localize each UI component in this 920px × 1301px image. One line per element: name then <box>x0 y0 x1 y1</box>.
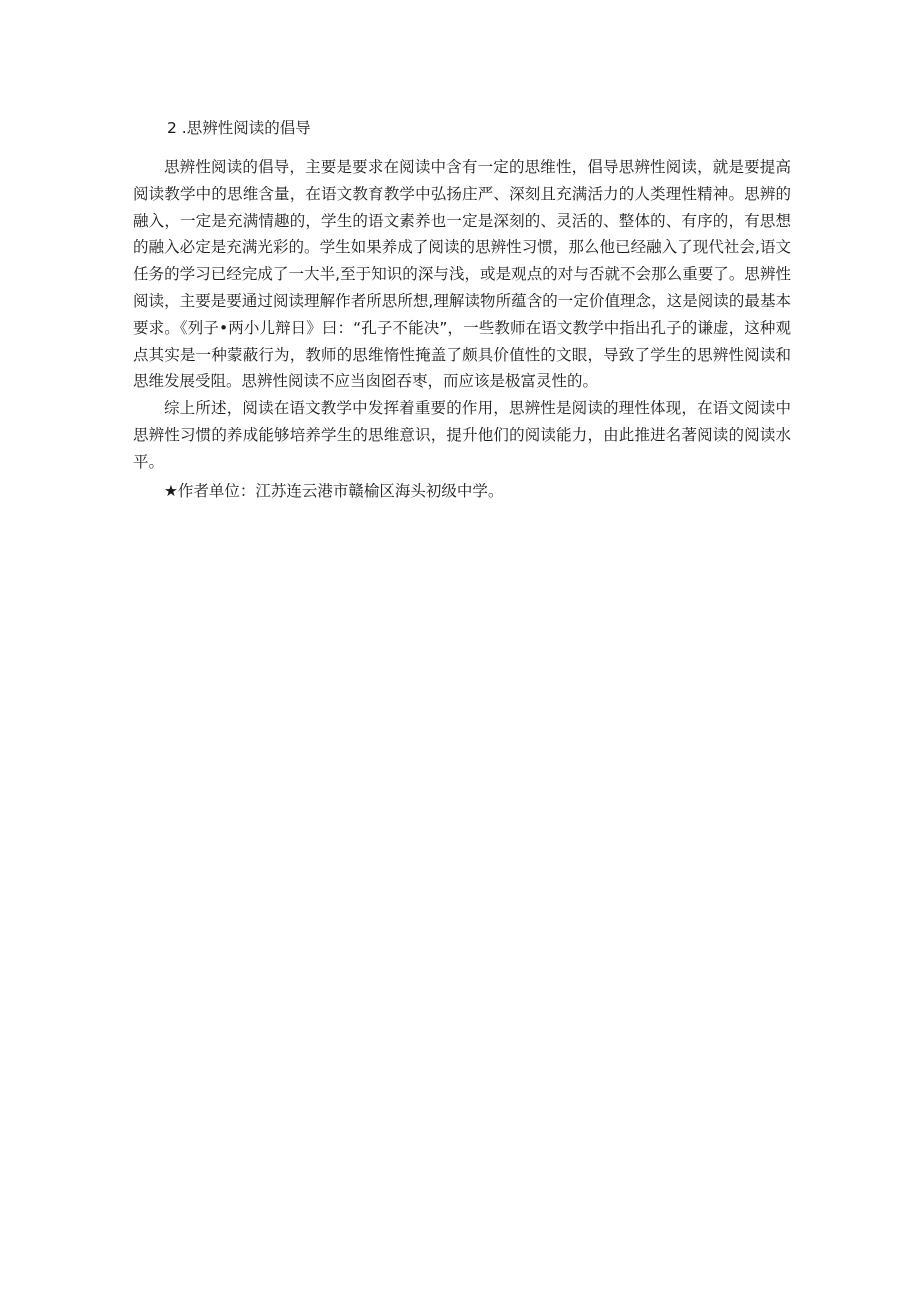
document-page <box>133 112 791 506</box>
body-paragraph-2: 综上所述，阅读在语文教学中发挥着重要的作用，思辨性是阅读的理性体现，在语文阅读中思辨性习惯的养成能够培养学生的思维意识，提升他们的阅读能力，由此推进名著阅读的阅读水平。 <box>133 399 791 471</box>
section-heading: 2 .思辨性阅读的倡导 <box>167 119 311 137</box>
body-paragraph-1: 思辨性阅读的倡导，主要是要求在阅读中含有一定的思维性，倡导思辨性阅读，就是要提高阅读教学中的思维含量，在语文教育教学中弘扬庄严、深刻且充满活力的人类理性精神。思辨的融入，一定是充满情趣的，学生的语文素养也一定是深刻的、灵活的、整体的、有序的，有思想的融入必定是充满光彩的。学生如果养成了阅读的思辨性习惯，那么他已经融入了现代社会,语文任务的学习已经完成了一大半,至于知识的深与浅，或是观点的对与否就不会那么重要了。思辨性阅读，主要是要通过阅读理解作者所思所想,理解读物所蕴含的一定价值理念，这是阅读的最基本要求。《列子•两小儿辩日》曰：“孔子不能决”，一些教师在语文教学中指出孔子的谦虚，这种观点其实是一种蒙蔽行为，教师的思维惰性掩盖了颇具价值性的文眼，导致了学生的思辨性阅读和思维发展受阻。思辨性阅读不应当囱囵吞枣，而应该是极富灵性的。 <box>133 158 791 391</box>
author-affiliation: ★作者单位：江苏连云港市赣榆区海头初级中学。 <box>164 481 504 500</box>
